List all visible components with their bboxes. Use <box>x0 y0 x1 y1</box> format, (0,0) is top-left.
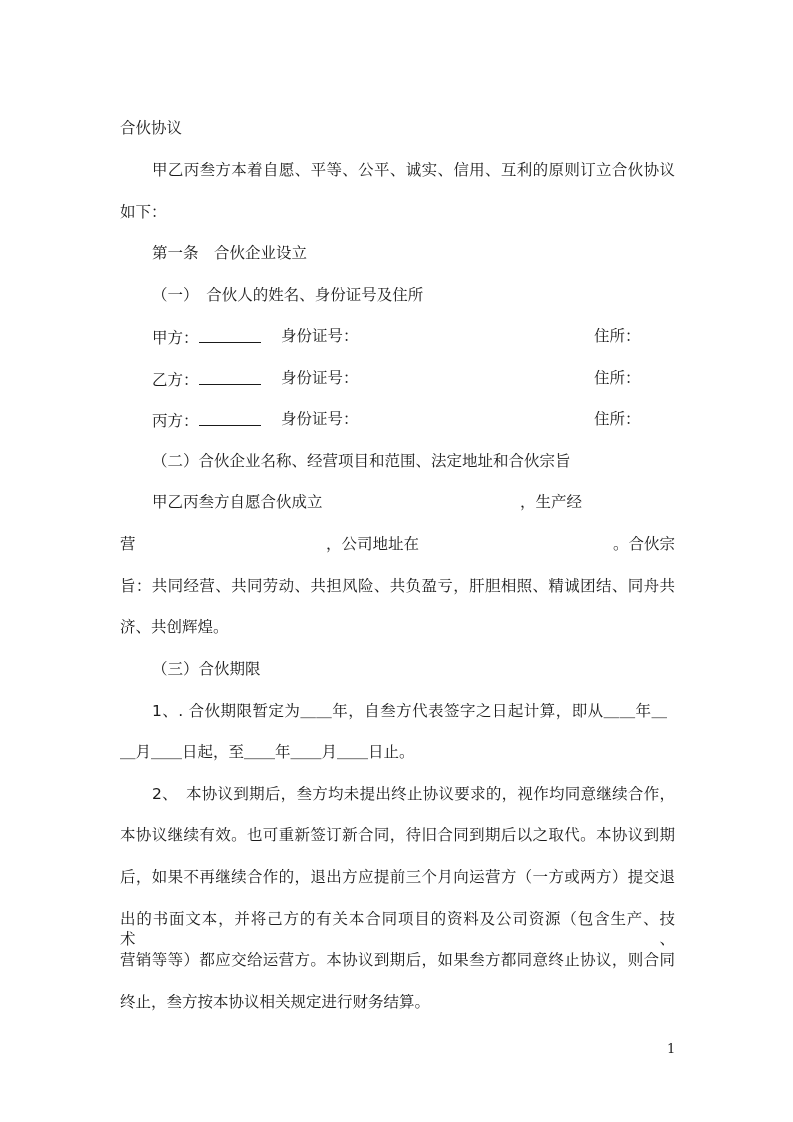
party-row <box>152 409 261 431</box>
article-1-heading: 第一条 合伙企业设立 <box>152 244 308 262</box>
section-1-heading: （一） 合伙人的姓名、身份证号及住所 <box>152 286 424 304</box>
party-name-label: 乙方： <box>152 371 199 389</box>
renewal-paragraph-line: 2、 本协议到期后，叁方均未提出终止协议要求的，视作均同意继续合作， <box>152 785 675 803</box>
renewal-paragraph-line: 终止，叁方按本协议相关规定进行财务结算。 <box>120 993 431 1011</box>
party-id-label: 身份证号： <box>281 410 359 428</box>
section-2-text-d: ，公司地址在 <box>326 535 420 553</box>
party-row <box>152 326 261 348</box>
section-2-purpose-end: 济、共创辉煌。 <box>120 618 229 636</box>
section-3-heading: （三）合伙期限 <box>152 660 261 678</box>
page-number: 1 <box>667 1042 676 1057</box>
party-name-blank <box>199 368 261 385</box>
section-2-text-e: 。合伙宗 <box>613 535 676 553</box>
renewal-paragraph-line: 本协议继续有效。也可重新签订新合同，待旧合同到期后以之取代。本协议到期 <box>120 826 675 844</box>
party-address-label: 住所： <box>594 327 641 345</box>
party-id-label: 身份证号： <box>281 369 359 387</box>
renewal-paragraph-line: 后，如果不再继续合作的，退出方应提前三个月向运营方（一方或两方）提交退 <box>120 868 675 886</box>
party-address-label: 住所： <box>594 410 641 428</box>
intro-line-1: 甲乙丙叁方本着自愿、平等、公平、诚实、信用、互利的原则订立合伙协议 <box>152 161 675 179</box>
document-title: 合伙协议 <box>120 119 183 137</box>
section-2-text-c: 营 <box>120 535 136 553</box>
intro-line-2: 如下： <box>120 203 167 221</box>
party-name-label: 甲方： <box>152 329 199 347</box>
section-2-purpose-line: 旨：共同经营、共同劳动、共担风险、共负盈亏，肝胆相照、精诚团结、同舟共 <box>120 577 675 595</box>
party-id-label: 身份证号： <box>281 327 359 345</box>
section-2-text-a: 甲乙丙叁方自愿合伙成立 <box>152 493 323 511</box>
section-2-heading: （二）合伙企业名称、经营项目和范围、法定地址和合伙宗旨 <box>152 452 571 470</box>
renewal-paragraph-line: 营销等等）都应交给运营方。本协议到期后，如果叁方都同意终止协议，则合同 <box>120 951 675 969</box>
term-paragraph-line: ＿月＿＿日起，至＿＿年＿＿月＿＿日止。 <box>120 743 415 761</box>
party-address-label: 住所： <box>594 369 641 387</box>
party-row <box>152 368 261 390</box>
party-name-label: 丙方： <box>152 412 199 430</box>
renewal-paragraph-line: 出的书面文本，并将己方的有关本合同项目的资料及公司资源（包含生产、技术、 <box>120 910 675 948</box>
term-paragraph-line: 1、. 合伙期限暂定为＿＿年，自叁方代表签字之日起计算，即从＿＿年＿ <box>152 702 667 720</box>
section-2-text-b: ，生产经 <box>520 493 583 511</box>
party-name-blank <box>199 409 261 426</box>
party-name-blank <box>199 326 261 343</box>
